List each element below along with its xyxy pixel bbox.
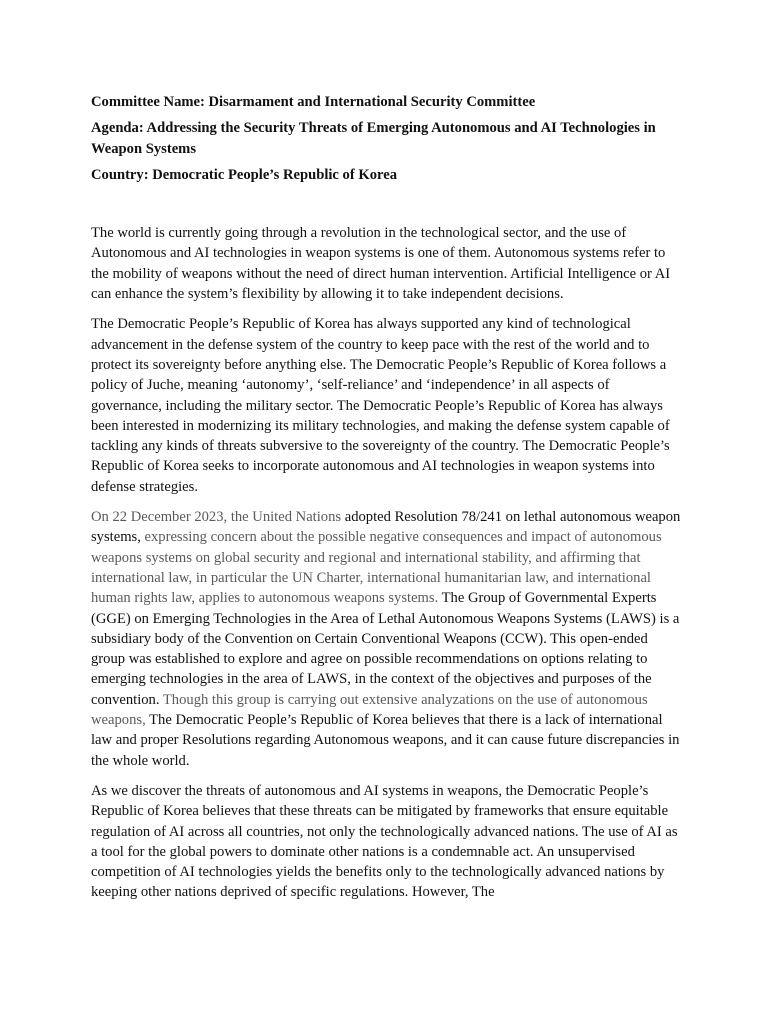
- resolution-date-text: On 22 December 2023, the United Nations: [91, 509, 345, 526]
- gge-analysis-text: Though this group is carrying out extensive analyzations on the use of autonomous weapons,: [91, 691, 648, 729]
- agenda-heading: Agenda: Addressing the Security Threats of Emerging Autonomous and AI Technologies in Weapon Systems: [91, 120, 656, 157]
- paragraph-dprk-stance: The Democratic People’s Republic of Korea has always supported any kind of technological advancement in the defense system of the country to keep pace with the rest of the world and to protect its sovereignty before anything else. The Democratic People’s Republic of Korea follows a policy of Juche, meaning ‘autonomy’, ‘self-reliance’ and ‘independence’ in all aspects of governance, including the military sector. The Democratic People’s Republic of Korea has always been interested in modernizing its military technologies, and making the defense system capable of tackling any kinds of threats subversive to the sovereignty of the country. The Democratic People’s Republic of Korea seeks to incorporate autonomous and AI technologies in weapon systems into defense strategies.: [91, 316, 670, 495]
- committee-heading: Committee Name: Disarmament and International Security Committee: [91, 94, 536, 110]
- resolution-adopted-text: adopted Resolution 78/241 on lethal autonomous weapon systems,: [91, 509, 681, 546]
- paragraph-threats: As we discover the threats of autonomous and AI systems in weapons, the Democratic People’s Republic of Korea believes that these threats can be mitigated by frameworks that ensure equitable regulation of AI across all countries, not only the technologically advanced nations. The use of AI as a tool for the global powers to dominate other nations is a condemnable act. An unsupervised competition of AI technologies yields the benefits only to the technologically advanced nations by keeping other nations deprived of specific regulations. However, The: [91, 782, 678, 901]
- document-page: [91, 90, 681, 913]
- paragraph-intro: The world is currently going through a revolution in the technological sector, and the use of Autonomous and AI technologies in weapon systems is one of them. Autonomous systems refer to the mobility of weapons without the need of direct human intervention. Artificial Intelligence or AI can enhance the system’s flexibility by allowing it to take independent decisions.: [91, 225, 671, 303]
- dprk-belief-text: The Democratic People’s Republic of Korea believes that there is a lack of international law and proper Resolutions regarding Autonomous weapons, and it can cause future discrepancies in the whole world.: [91, 712, 680, 769]
- gge-text: The Group of Governmental Experts (GGE) on Emerging Technologies in the Area of Lethal Autonomous Weapons Systems (LAWS) is a subsidiary body of the Convention on Certain Conventional Weapons (CCW). This open-ended group was established to explore and agree on possible recommendations on options relating to emerging technologies in the area of LAWS, in the context of the objectives and purposes of the convention.: [91, 590, 680, 708]
- resolution-concern-text: expressing concern about the possible negative consequences and impact of autonomous weapons systems on global security and regional and international stability, and affirming that international law, in particular the UN Charter, international humanitarian law, and international human rights law, applies to autonomous weapons systems.: [91, 529, 662, 607]
- country-heading: Country: Democratic People’s Republic of Korea: [91, 166, 397, 183]
- paragraph-un-resolution: [91, 507, 681, 771]
